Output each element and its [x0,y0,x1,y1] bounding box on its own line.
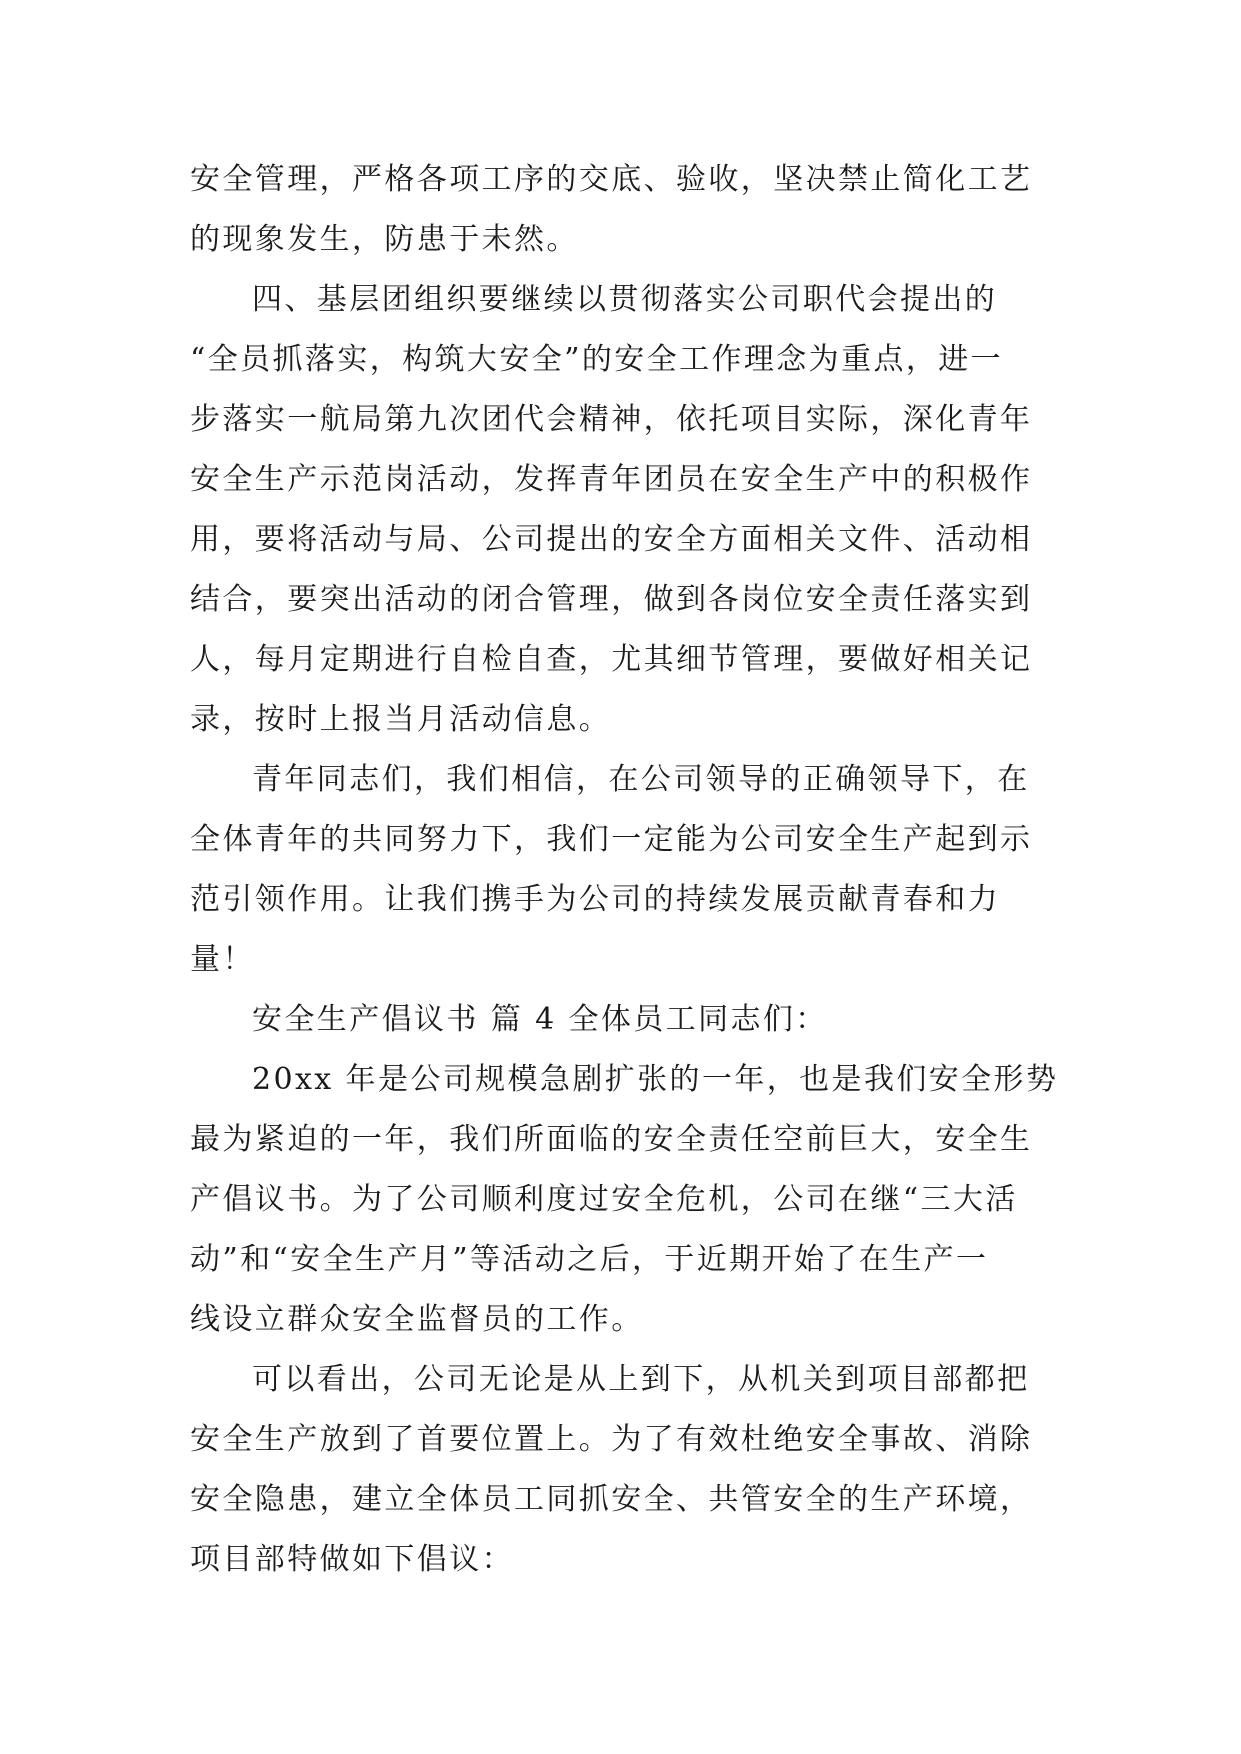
text-line: 结合，要突出活动的闭合管理，做到各岗位安全责任落实到 [190,582,1033,617]
text-line: 的现象发生，防患于未然。 [190,222,579,257]
paragraph-start-line: 20xx 年是公司规模急剧扩张的一年，也是我们安全形势 [252,1062,1059,1097]
text-line: 步落实一航局第九次团代会精神，依托项目实际，深化青年 [190,402,1033,437]
text-line: 量！ [190,942,255,977]
text-line: 线设立群众安全监督员的工作。 [190,1302,644,1337]
text-line: 安全隐患，建立全体员工同抓安全、共管安全的生产环境， [190,1482,1033,1517]
text-line: 用，要将活动与局、公司提出的安全方面相关文件、活动相 [190,522,1033,557]
paragraph-start-line: 可以看出，公司无论是从上到下，从机关到项目部都把 [252,1362,1030,1397]
text-line: 安全管理，严格各项工序的交底、验收，坚决禁止简化工艺 [190,162,1033,197]
text-line: 录，按时上报当月活动信息。 [190,702,612,737]
paragraph-start-line: 四、基层团组织要继续以贯彻落实公司职代会提出的 [252,282,998,317]
text-line: “全员抓落实，构筑大安全”的安全工作理念为重点，进一 [190,342,1004,377]
text-line: 最为紧迫的一年，我们所面临的安全责任空前巨大，安全生 [190,1122,1033,1157]
text-line: 安全生产放到了首要位置上。为了有效杜绝安全事故、消除 [190,1422,1033,1457]
text-line: 安全生产示范岗活动，发挥青年团员在安全生产中的积极作 [190,462,1033,497]
text-line: 全体青年的共同努力下，我们一定能为公司安全生产起到示 [190,822,1033,857]
text-line: 范引领作用。让我们携手为公司的持续发展贡献青春和力 [190,882,1000,917]
text-line: 动”和“安全生产月”等活动之后，于近期开始了在生产一 [190,1242,989,1277]
document-body [190,150,1059,1590]
paragraph-start-line: 青年同志们，我们相信，在公司领导的正确领导下，在 [252,762,1030,797]
text-line: 项目部特做如下倡议： [190,1542,514,1577]
text-line: 人，每月定期进行自检自查，尤其细节管理，要做好相关记 [190,642,1033,677]
text-line: 产倡议书。为了公司顺利度过安全危机，公司在继“三大活 [190,1182,1018,1217]
section-heading-line: 安全生产倡议书 篇 4 全体员工同志们： [252,1002,828,1037]
